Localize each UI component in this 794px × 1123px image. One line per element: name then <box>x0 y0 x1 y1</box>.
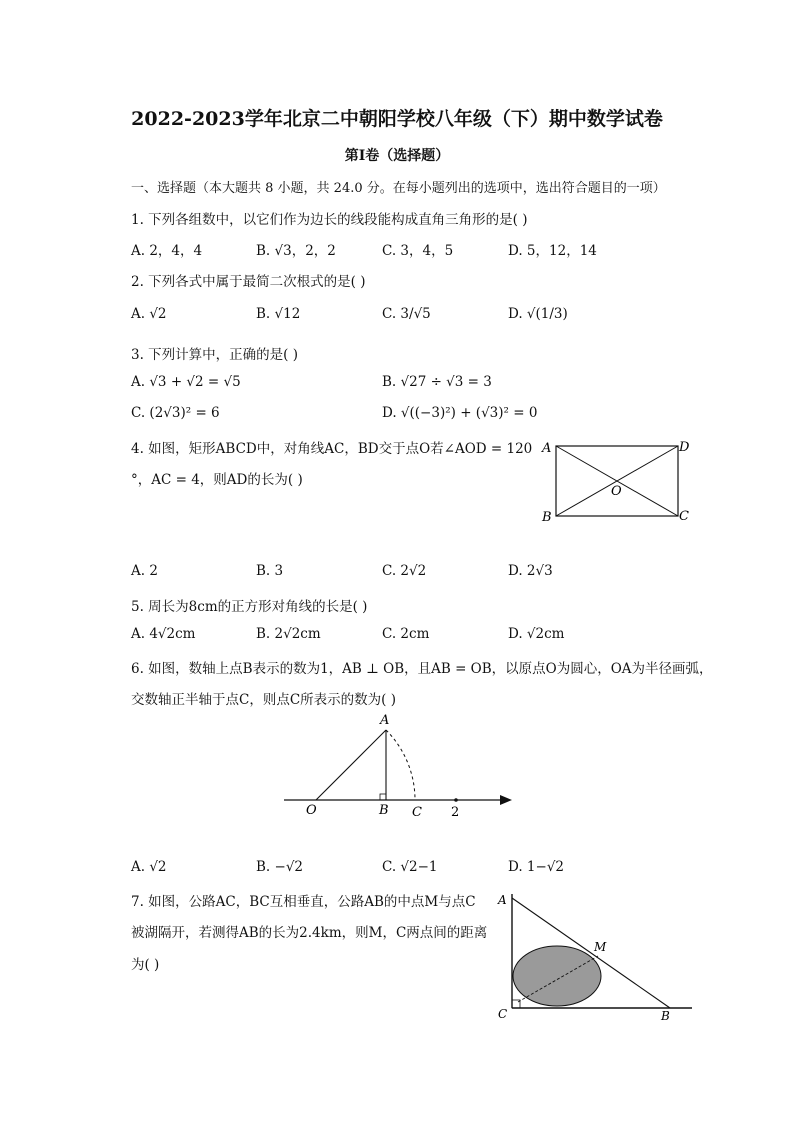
question-4-option-a[interactable]: A. 2 <box>131 563 158 579</box>
question-4-option-b[interactable]: B. 3 <box>256 563 284 579</box>
question-2-option-a[interactable]: A. √2 <box>131 306 167 322</box>
question-7-stem-line1: 7. 如图，公路AC，BC互相垂直，公路AB的中点M与点C <box>131 894 476 910</box>
segment-oa <box>316 730 386 800</box>
question-6-option-c[interactable]: C. √2−1 <box>382 859 438 875</box>
question-6-stem-line2: 交数轴正半轴于点C，则点C所表示的数为( ) <box>131 692 396 708</box>
label-o: O <box>611 484 622 499</box>
question-3-option-b[interactable]: B. √27 ÷ √3 = 3 <box>382 374 492 390</box>
question-4-stem-line1: 4. 如图，矩形ABCD中，对角线AC，BD交于点O若∠AOD = 120 <box>131 441 533 457</box>
question-4-stem-line2: °，AC = 4，则AD的长为( ) <box>131 472 303 488</box>
question-5-option-a[interactable]: A. 4√2cm <box>131 626 196 642</box>
question-5-stem: 5. 周长为8cm的正方形对角线的长是( ) <box>131 599 368 615</box>
question-2-option-c[interactable]: C. 3/√5 <box>382 306 431 322</box>
label-b: B <box>379 803 389 818</box>
label-a: A <box>498 893 507 907</box>
question-2-option-b[interactable]: B. √12 <box>256 306 301 322</box>
point-2 <box>454 798 458 802</box>
page-title: 2022-2023学年北京二中朝阳学校八年级（下）期中数学试卷 <box>131 108 663 130</box>
question-2-option-d[interactable]: D. √(1/3) <box>508 306 568 322</box>
question-5-option-b[interactable]: B. 2√2cm <box>256 626 321 642</box>
label-b: B <box>661 1009 670 1023</box>
label-a: A <box>542 441 552 456</box>
arc-ac <box>386 730 415 800</box>
right-angle-mark <box>380 794 386 800</box>
question-7-stem-line2: 被湖隔开，若测得AB的长为2.4km，则M，C两点间的距离 <box>131 925 488 941</box>
part-subtitle: 第I卷（选择题） <box>344 148 450 164</box>
question-7-stem-line3: 为( ) <box>131 957 160 973</box>
label-o: O <box>306 803 317 818</box>
question-4-option-d[interactable]: D. 2√3 <box>508 563 553 579</box>
question-6-option-a[interactable]: A. √2 <box>131 859 167 875</box>
question-3-option-a[interactable]: A. √3 + √2 = √5 <box>131 374 241 390</box>
label-m: M <box>594 940 607 954</box>
question-1-stem: 1. 下列各组数中，以它们作为边长的线段能构成直角三角形的是( ) <box>131 212 528 228</box>
label-c: C <box>498 1007 508 1021</box>
question-2-stem: 2. 下列各式中属于最简二次根式的是( ) <box>131 274 366 290</box>
lake <box>513 946 601 1006</box>
axis-arrow-icon <box>500 795 512 805</box>
question-4-option-c[interactable]: C. 2√2 <box>382 563 427 579</box>
label-d: D <box>679 440 690 455</box>
question-1-option-c[interactable]: C. 3，4，5 <box>382 243 454 259</box>
label-c: C <box>679 509 689 524</box>
question-7-figure-lake <box>494 888 696 1023</box>
section-heading: 一、选择题（本大题共 8 小题，共 24.0 分。在每小题列出的选项中，选出符合题目的一项） <box>131 181 666 196</box>
label-a: A <box>380 713 390 728</box>
question-3-stem: 3. 下列计算中，正确的是( ) <box>131 347 298 363</box>
question-6-stem-line1: 6. 如图，数轴上点B表示的数为1，AB ⊥ OB，且AB = OB，以原点O为圆心，OA为半径画弧， <box>131 661 713 677</box>
label-b: B <box>542 510 552 525</box>
question-4-figure-rectangle <box>536 436 696 528</box>
question-6-option-b[interactable]: B. −√2 <box>256 859 304 875</box>
question-5-option-c[interactable]: C. 2cm <box>382 626 430 642</box>
question-6-option-d[interactable]: D. 1−√2 <box>508 859 565 875</box>
question-1-option-b[interactable]: B. √3，2，2 <box>256 243 336 259</box>
label-c: C <box>412 805 422 820</box>
question-6-figure-number-line <box>280 710 520 825</box>
question-5-option-d[interactable]: D. √2cm <box>508 626 565 642</box>
question-3-option-d[interactable]: D. √((−3)²) + (√3)² = 0 <box>382 405 538 421</box>
question-3-option-c[interactable]: C. (2√3)² = 6 <box>131 405 220 421</box>
question-1-option-a[interactable]: A. 2，4，4 <box>131 243 203 259</box>
label-2: 2 <box>451 805 460 820</box>
question-1-option-d[interactable]: D. 5，12，14 <box>508 243 597 259</box>
